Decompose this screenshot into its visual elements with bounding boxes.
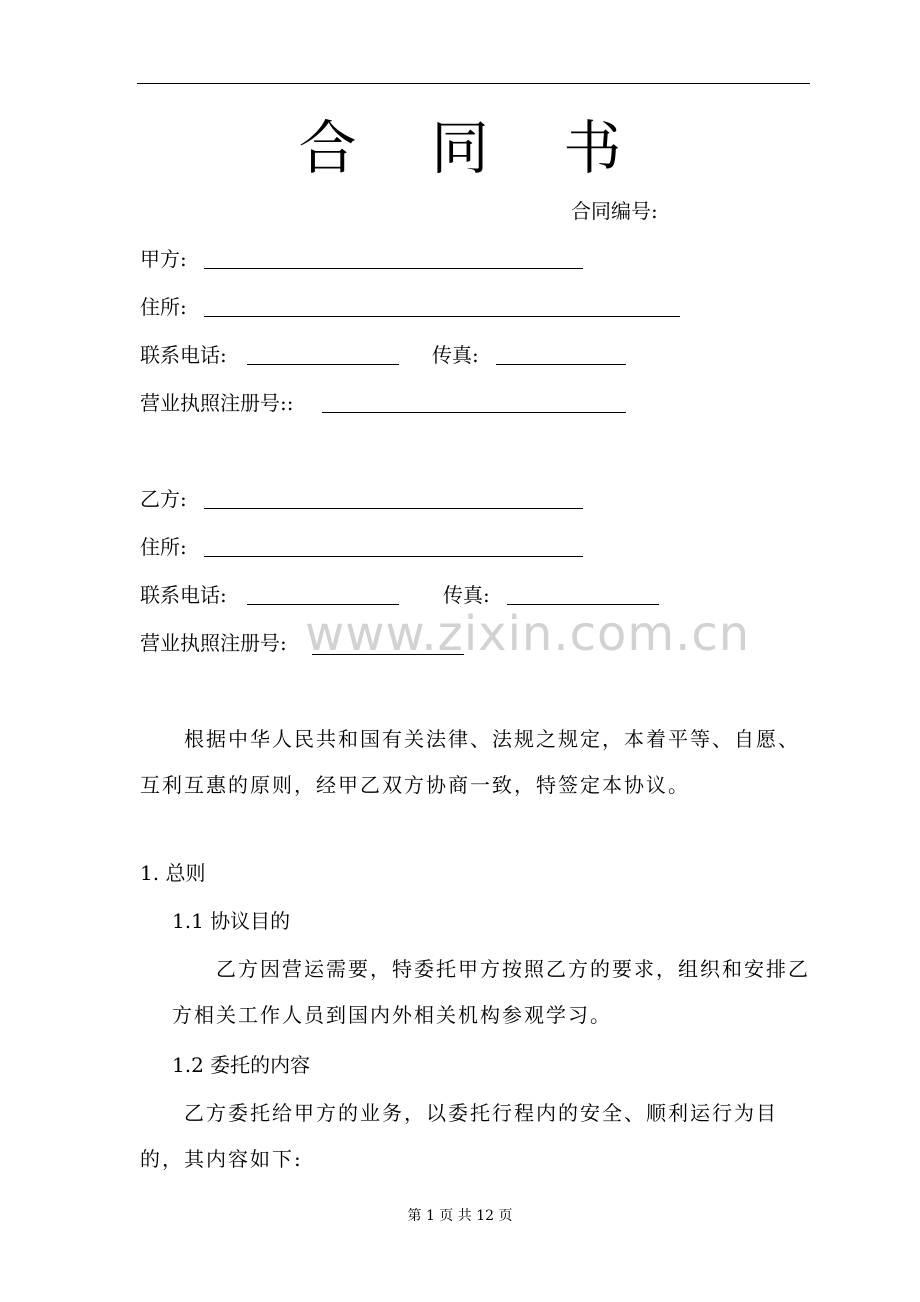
party-b-name-label: 乙方: — [140, 487, 187, 511]
section-1-2-heading: 1.2 委托的内容 — [172, 1053, 311, 1077]
party-b-name-field[interactable] — [204, 508, 583, 509]
page-footer: 第 1 页 共 12 页 — [407, 1208, 513, 1224]
party-a-address-label: 住所: — [140, 295, 187, 319]
party-b-license-label: 营业执照注册号: — [140, 631, 287, 655]
party-a-address-field[interactable] — [204, 316, 680, 317]
party-b-fax-label: 传真: — [443, 583, 490, 607]
party-b-address-field[interactable] — [204, 556, 583, 557]
party-a-fax-field[interactable] — [496, 364, 626, 365]
party-a-phone-label: 联系电话: — [140, 343, 227, 367]
intro-paragraph: 根据中华人民共和国有关法律、法规之规定，本着平等、自愿、互利互惠的原则，经甲乙双方协商一致，特签定本协议。 — [140, 727, 800, 797]
party-a-license-label: 营业执照注册号:: — [140, 391, 294, 415]
party-a-fax-label: 传真: — [432, 343, 479, 367]
header-rule — [137, 83, 810, 84]
document-title: 合 同 书 — [298, 114, 650, 182]
party-b-phone-label: 联系电话: — [140, 583, 227, 607]
section-1-1-text: 乙方因营运需要，特委托甲方按照乙方的要求，组织和安排乙方相关工作人员到国内外相关机构参观学习。 — [172, 957, 810, 1027]
section-1-1-heading: 1.1 协议目的 — [172, 909, 291, 933]
party-a-phone-field[interactable] — [247, 364, 399, 365]
party-a-license-field[interactable] — [322, 412, 626, 413]
party-b-address-label: 住所: — [140, 535, 187, 559]
party-a-name-field[interactable] — [204, 268, 583, 269]
watermark: www.zixin.com.cn — [305, 606, 751, 662]
section-1-heading: 1. 总则 — [140, 861, 206, 885]
party-a-name-label: 甲方: — [140, 247, 187, 271]
contract-number-label: 合同编号: — [571, 199, 658, 223]
section-1-2-text: 乙方委托给甲方的业务，以委托行程内的安全、顺利运行为目的，其内容如下: — [140, 1101, 778, 1171]
